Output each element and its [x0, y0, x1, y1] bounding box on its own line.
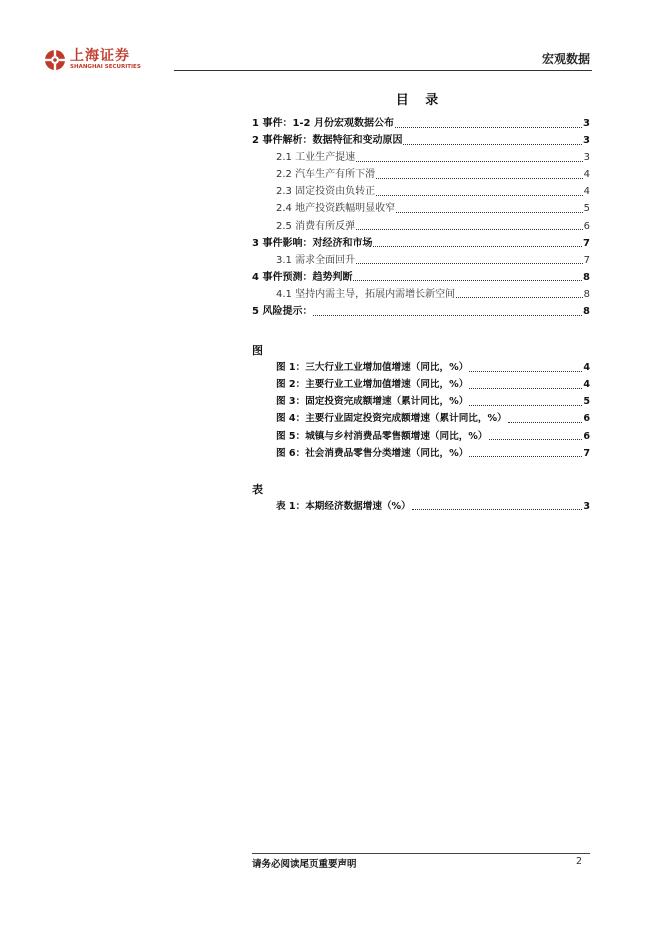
dot-leader: [356, 255, 583, 265]
toc-subentry[interactable]: [252, 218, 590, 235]
toc-entry-text: 2.4 地产投资跌幅明显收窄: [276, 203, 396, 215]
toc-entry[interactable]: [252, 132, 590, 149]
dot-leader: [469, 363, 582, 373]
toc-entry-text: 3 事件影响：对经济和市场: [252, 237, 373, 249]
dot-leader: [469, 397, 582, 407]
figure-entry[interactable]: [252, 428, 590, 445]
toc-subentry[interactable]: [252, 252, 590, 269]
toc-entry-page: 3: [583, 118, 590, 129]
toc-entry-text: 2 事件解析：数据特征和变动原因: [252, 135, 403, 147]
header-divider: [174, 70, 592, 71]
toc-entry-text: 4 事件预测：趋势判断: [252, 271, 353, 283]
disclaimer-notice: 请务必阅读尾页重要声明: [252, 859, 357, 870]
toc-entry-page: 3: [583, 152, 590, 164]
toc-entry-text: 2.3 固定投资由负转正: [276, 186, 376, 198]
dot-leader: [373, 238, 582, 248]
page-number: 2: [575, 856, 582, 867]
figure-entry-text: 图 4：主要行业固定投资完成额增速（累计同比，%）: [276, 413, 507, 425]
dot-leader: [376, 187, 583, 197]
toc-entry-text: 1 事件：1-2 月份宏观数据公布: [252, 118, 394, 129]
figures-heading: 图: [252, 344, 263, 358]
figure-entry-text: 图 6：社会消费品零售分类增速（同比，%）: [276, 447, 469, 459]
toc-entry-text: 2.2 汽车生产有所下滑: [276, 169, 376, 181]
figure-entry[interactable]: [252, 393, 590, 410]
toc-entry-text: 2.5 消费有所反弹: [276, 220, 356, 232]
page-footer: [252, 853, 590, 870]
figure-entry-page: 6: [583, 413, 590, 425]
report-category: 宏观数据: [541, 52, 590, 66]
dot-leader: [469, 448, 582, 458]
toc-subentry[interactable]: [252, 166, 590, 183]
toc-entry-page: 6: [583, 220, 590, 232]
table-entry-text: 表 1：本期经济数据增速（%）: [276, 500, 411, 512]
toc-subentry[interactable]: [252, 286, 590, 303]
table-of-contents: [252, 115, 590, 515]
figure-entry-text: 图 1：三大行业工业增加值增速（同比，%）: [276, 362, 469, 374]
figure-entry-page: 4: [583, 362, 590, 374]
dot-leader: [469, 380, 582, 390]
figure-entry-text: 图 2：主要行业工业增加值增速（同比，%）: [276, 379, 469, 391]
figure-entry-page: 7: [583, 447, 590, 459]
toc-subentry[interactable]: [252, 200, 590, 217]
tables-heading: 表: [252, 482, 263, 496]
figure-entry-text: 图 5：城镇与乡村消费品零售额增速（同比，%）: [276, 430, 488, 442]
toc-entry-page: 8: [583, 288, 590, 300]
dot-leader: [356, 221, 583, 231]
toc-entry-page: 3: [583, 135, 590, 147]
spacer: [252, 320, 590, 342]
figure-entry-page: 6: [583, 430, 590, 442]
figure-entry[interactable]: [252, 410, 590, 427]
dot-leader: [353, 272, 582, 282]
toc-entry-page: 8: [583, 271, 590, 283]
table-entry-page: 3: [583, 500, 590, 512]
toc-entry[interactable]: [252, 115, 590, 132]
spacer: [252, 462, 590, 481]
page-header: [44, 48, 592, 72]
toc-entry-text: 5 风险提示：: [252, 306, 313, 318]
dot-leader: [396, 204, 583, 214]
toc-entry-page: 5: [583, 203, 590, 215]
toc-entry-page: 8: [583, 306, 590, 318]
toc-entry[interactable]: [252, 269, 590, 286]
toc-entry-page: 4: [583, 169, 590, 181]
toc-entry-text: 3.1 需求全面回升: [276, 254, 356, 266]
dot-leader: [412, 501, 583, 511]
company-logo: [44, 48, 174, 74]
logo-emblem-icon: [44, 49, 66, 71]
dot-leader: [395, 119, 582, 129]
figure-entry-page: 4: [583, 379, 590, 391]
figure-entry[interactable]: [252, 445, 590, 462]
dot-leader: [313, 307, 582, 317]
toc-entry-page: 4: [583, 186, 590, 198]
toc-entry[interactable]: [252, 235, 590, 252]
footer-divider: [252, 853, 590, 854]
figure-entry[interactable]: [252, 376, 590, 393]
toc-title: 目 录: [395, 93, 445, 108]
toc-entry[interactable]: [252, 303, 590, 320]
toc-subentry[interactable]: [252, 183, 590, 200]
toc-entry-page: 7: [583, 254, 590, 266]
dot-leader: [376, 170, 583, 180]
dot-leader: [403, 136, 582, 146]
toc-entry-page: 7: [583, 237, 590, 249]
toc-entry-text: 4.1 坚持内需主导，拓展内需增长新空间: [276, 288, 456, 300]
toc-subentry[interactable]: [252, 149, 590, 166]
figure-entry[interactable]: [252, 359, 590, 376]
toc-entry-text: 2.1 工业生产提速: [276, 152, 356, 164]
logo-chinese-name: 上海证券: [70, 48, 130, 64]
dot-leader: [508, 414, 583, 424]
figure-entry-text: 图 3：固定投资完成额增速（累计同比，%）: [276, 396, 469, 408]
dot-leader: [489, 431, 583, 441]
logo-english-name: SHANGHAI SECURITIES: [70, 64, 141, 70]
dot-leader: [356, 153, 583, 163]
figure-entry-page: 5: [583, 396, 590, 408]
table-entry[interactable]: [252, 498, 590, 515]
dot-leader: [456, 289, 583, 299]
